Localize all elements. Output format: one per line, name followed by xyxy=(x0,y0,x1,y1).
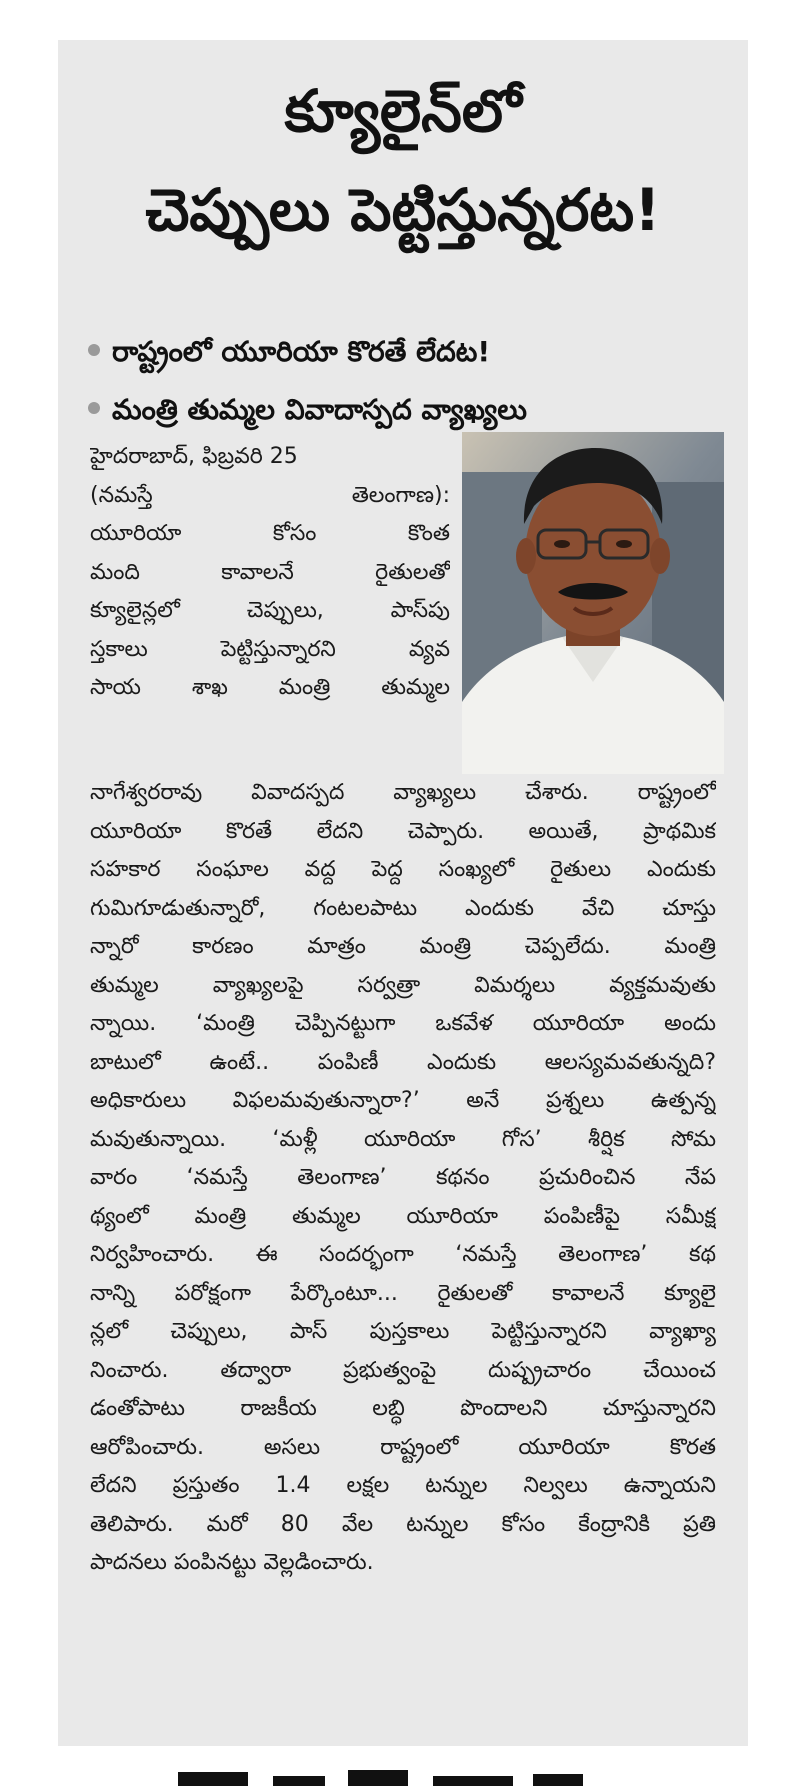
body-line: లేదని ప్రస్తుతం 1.4 లక్షల టన్నుల నిల్వలు ఉన్నాయని xyxy=(90,1473,716,1498)
body-line: డంతోపాటు రాజకీయ లబ్ధి పొందాలని చూస్తున్నారని xyxy=(90,1396,716,1421)
body-line: క్యూలైన్లలో చెప్పులు, పాస్‌పు xyxy=(90,598,450,623)
body-line: థ్యంలో మంత్రి తుమ్మల యూరియా పంపిణీపై సమీక్ష xyxy=(90,1203,716,1229)
body-line: పాదనలు పంపినట్టు వెల్లడించారు. xyxy=(90,1550,374,1575)
body-line: న్లలో చెప్పులు, పాస్ పుస్తకాలు పెట్టిస్తున్నారని వ్యాఖ్యా xyxy=(90,1319,716,1344)
bullet-dot-icon xyxy=(88,344,100,356)
headline-line-1: క్యూలైన్‌లో xyxy=(284,77,522,145)
body-line: మంది కావాలనే రైతులతో xyxy=(90,559,450,585)
body-line: తుమ్మల వ్యాఖ్యలపై సర్వత్రా విమర్శలు వ్యక్తమవుతు xyxy=(90,972,716,998)
headline-line-2: చెప్పులు పెట్టిస్తున్నరట! xyxy=(145,176,661,244)
minister-photo xyxy=(462,432,724,774)
article-body-main xyxy=(90,774,716,1583)
article-body-intro xyxy=(90,438,450,708)
body-line: న్నారో కారణం మాత్రం మంత్రి చెప్పలేదు. మంత్రి xyxy=(90,934,716,959)
body-line: బాటులో ఉంటే.. పంపిణీ ఎందుకు ఆలస్యమవతున్నది? xyxy=(90,1049,716,1075)
body-line: నిర్వహించారు. ఈ సందర్భంగా ‘నమస్తే తెలంగాణ’ కథ xyxy=(90,1242,716,1267)
body-line: న్నాయి. ‘మంత్రి చెప్పినట్టుగా ఒకవేళ యూరియా అందు xyxy=(90,1011,716,1036)
bullet-dot-icon xyxy=(88,402,100,414)
body-line: హైదరాబాద్, ఫిబ్రవరి 25 xyxy=(90,444,298,469)
subheading-bullet-1-text: రాష్ట్రంలో యూరియా కొరతే లేదట! xyxy=(112,335,491,368)
person-portrait-icon xyxy=(462,432,724,774)
body-line: నించారు. తద్వారా ప్రభుత్వంపై దుష్ప్రచారం చేయించ xyxy=(90,1357,716,1383)
body-line: మవుతున్నాయి. ‘మళ్లీ యూరియా గోస’ శీర్షిక సోమ xyxy=(90,1126,716,1152)
body-line: స్తకాలు పెట్టిస్తున్నారని వ్యవ xyxy=(90,636,450,662)
article-card xyxy=(58,40,748,1746)
body-line: నాన్ని పరోక్షంగా పేర్కొంటూ... రైతులతో కావాలనే క్యూలై xyxy=(90,1280,716,1306)
body-line: సహకార సంఘాల వద్ద పెద్ద సంఖ్యలో రైతులు ఎందుకు xyxy=(90,857,716,882)
body-line: గుమిగూడుతున్నారో, గంటలపాటు ఎందుకు వేచి చూస్తు xyxy=(90,895,716,921)
body-line: ఆరోపించారు. అసలు రాష్ట్రంలో యూరియా కొరత xyxy=(90,1434,716,1460)
next-headline-fragment xyxy=(178,1768,598,1786)
body-line: నాగేశ్వరరావు వివాదస్పద వ్యాఖ్యలు చేశారు. రాష్ట్రంలో xyxy=(90,780,716,805)
body-line: తెలిపారు. మరో 80 వేల టన్నుల కోసం కేంద్రానికి ప్రతి xyxy=(90,1511,716,1537)
body-line: సాయ శాఖ మంత్రి తుమ్మల xyxy=(90,675,450,700)
subheading-bullet-2-text: మంత్రి తుమ్మల వివాదాస్పద వ్యాఖ్యలు xyxy=(112,393,527,426)
body-line: యూరియా కొరతే లేదని చెప్పారు. అయితే, ప్రాథమిక xyxy=(90,818,716,844)
subheading-bullet-2 xyxy=(88,390,527,430)
subheading-bullet-1 xyxy=(88,332,490,372)
body-line: (నమస్తే తెలంగాణ): xyxy=(90,482,450,508)
body-line: యూరియా కోసం కొంత xyxy=(90,521,450,546)
body-line: వారం ‘నమస్తే తెలంగాణ’ కథనం ప్రచురించిన నేప xyxy=(90,1165,716,1190)
body-line: అధికారులు విఫలమవుతున్నారా?’ అనే ప్రశ్నలు ఉత్పన్న xyxy=(90,1088,716,1113)
